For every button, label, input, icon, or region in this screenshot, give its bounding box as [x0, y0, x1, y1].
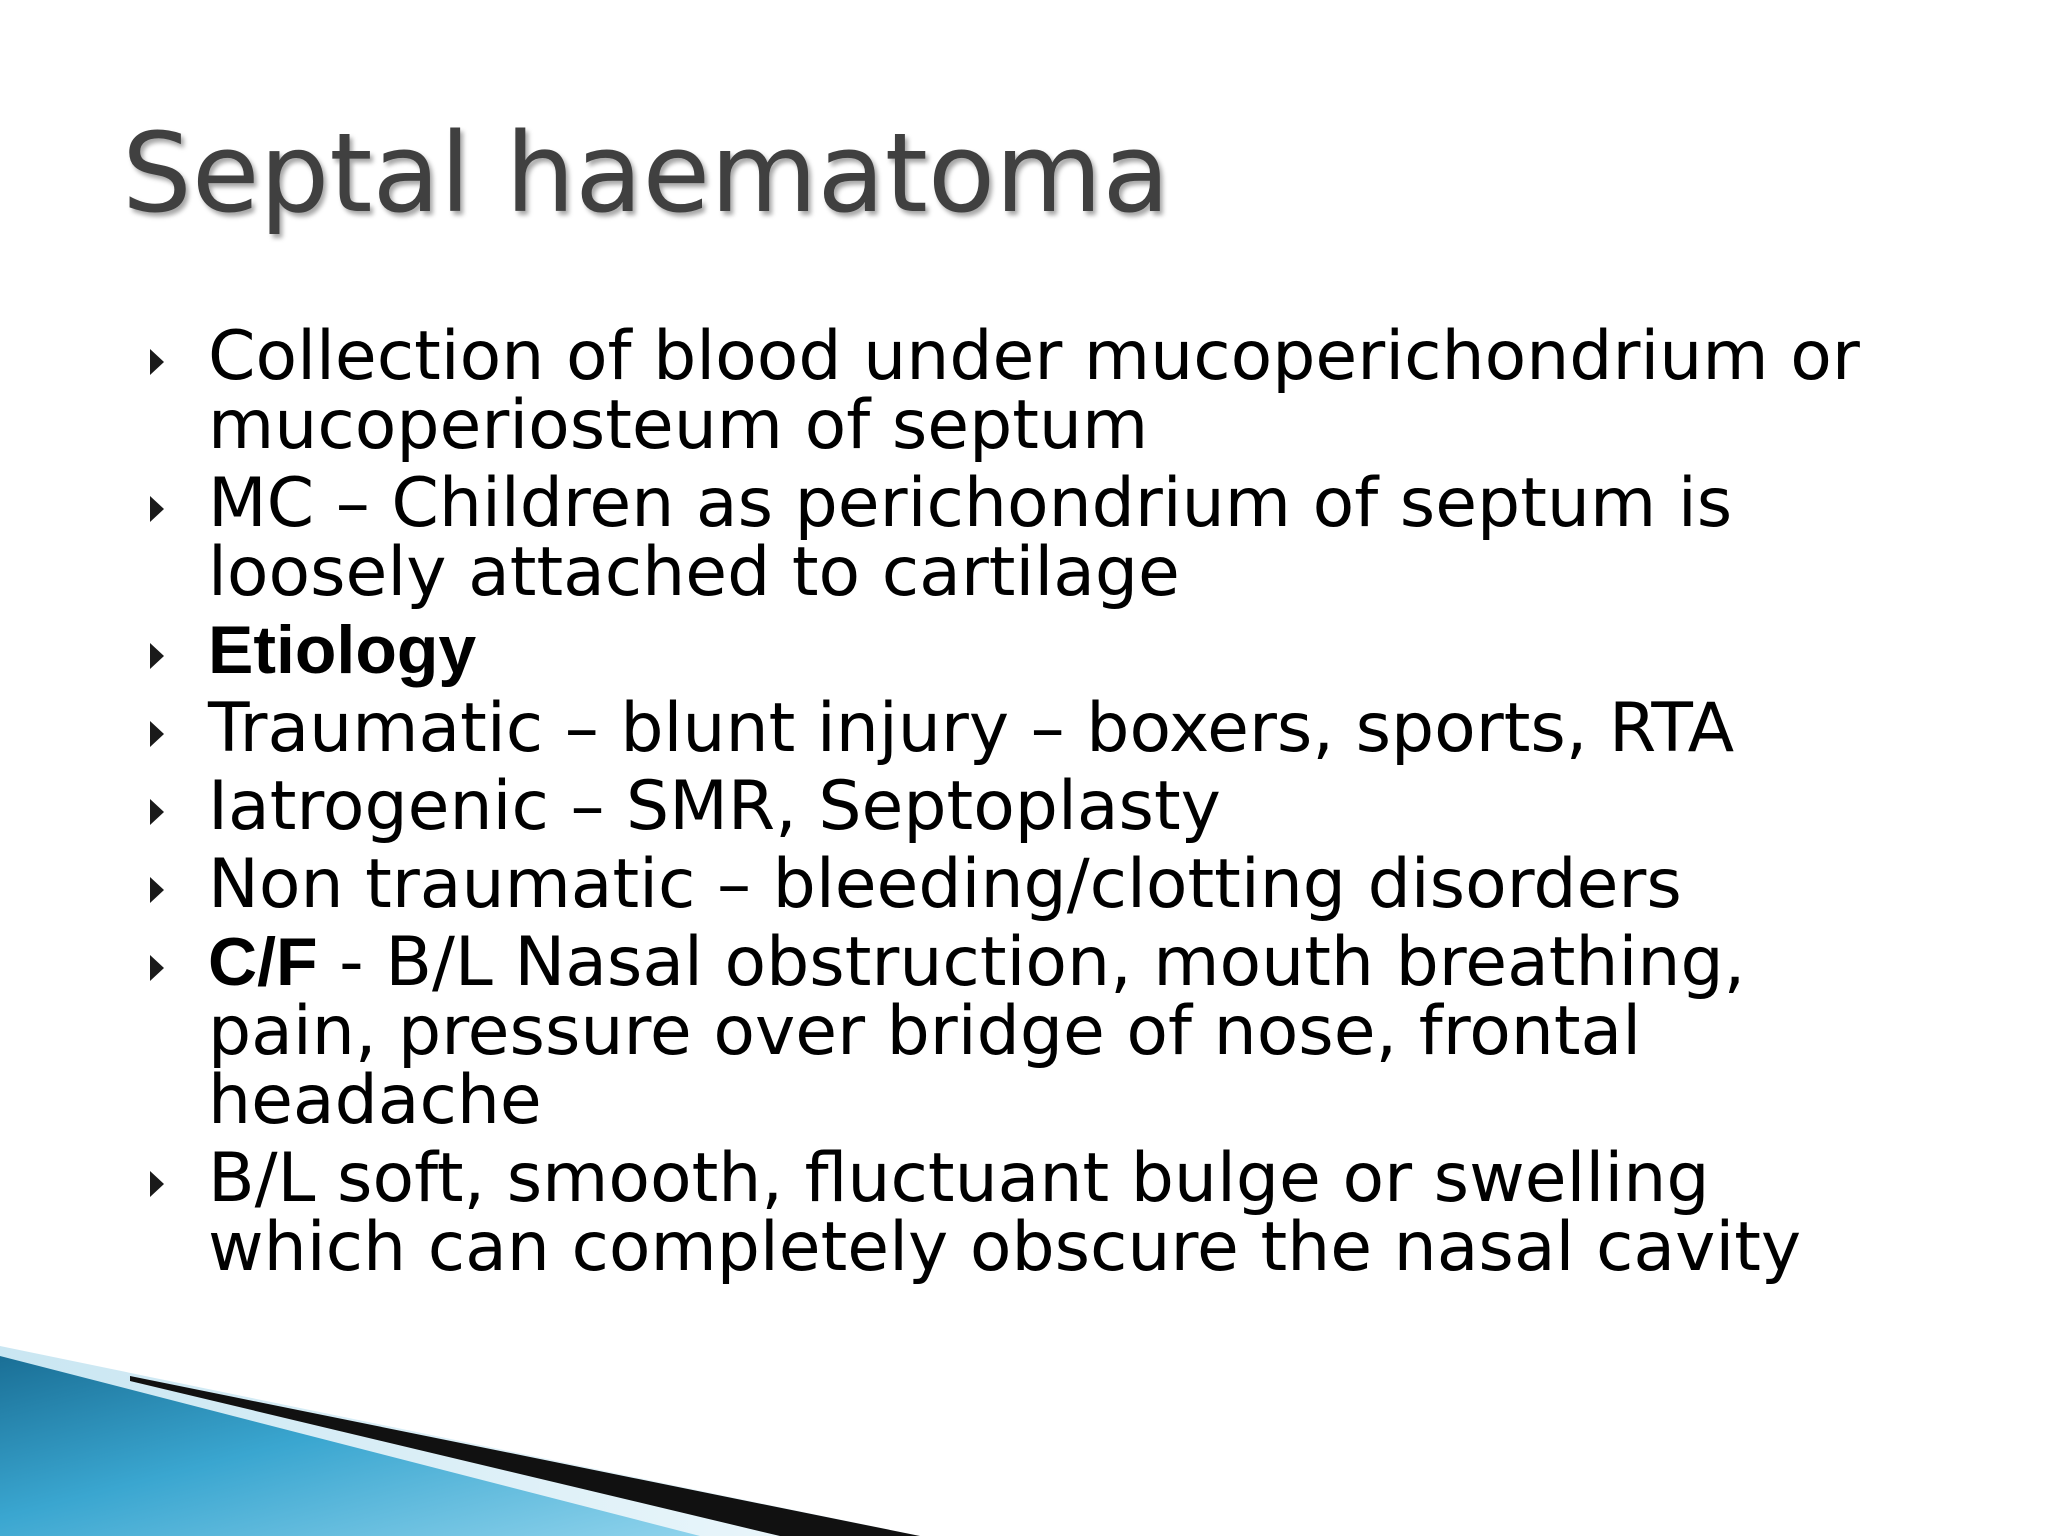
bullet-line: headache: [208, 1061, 542, 1140]
triangle-right-icon: [150, 496, 164, 522]
bullet-item: [147, 464, 2027, 612]
bullet-text: [208, 464, 1733, 612]
triangle-right-icon: [150, 349, 164, 375]
bullet-text: [208, 1139, 1802, 1287]
bullet-text: [208, 689, 1735, 768]
bullet-text: [208, 845, 1682, 924]
bullet-item: [147, 317, 2027, 465]
bullet-line: Collection of blood under mucoperichondrium or: [208, 317, 1860, 396]
bullet-line: pain, pressure over bridge of nose, frontal: [208, 992, 1642, 1071]
bullet-line: Iatrogenic – SMR, Septoplasty: [208, 767, 1221, 846]
bullet-item: [147, 689, 2027, 768]
triangle-right-icon: [150, 721, 164, 747]
corner-swoosh-decoration: [0, 1286, 920, 1536]
triangle-right-icon: [150, 877, 164, 903]
bullet-text: [208, 612, 477, 688]
bullet-text: [208, 923, 1746, 1140]
bullet-line: mucoperiosteum of septum: [208, 386, 1149, 465]
bullet-line: loosely attached to cartilage: [208, 533, 1180, 612]
triangle-right-icon: [150, 1171, 164, 1197]
bullet-item: [147, 845, 2027, 924]
bullet-item: [147, 612, 2027, 688]
triangle-right-icon: [150, 955, 164, 981]
bullet-lead: Etiology: [208, 612, 477, 688]
bullet-line: MC – Children as perichondrium of septum is: [208, 464, 1733, 543]
bullet-line: which can completely obscure the nasal cavity: [208, 1208, 1802, 1287]
bullet-line: - B/L Nasal obstruction, mouth breathing,: [317, 923, 1746, 1002]
triangle-right-icon: [150, 643, 164, 669]
bullet-line: B/L soft, smooth, fluctuant bulge or swelling: [208, 1139, 1710, 1218]
bullet-text: [208, 317, 1860, 465]
bullet-item: [147, 767, 2027, 846]
slide-title: Septal haematoma: [122, 109, 1170, 237]
bullet-item: [147, 1139, 2027, 1287]
bullet-text: [208, 767, 1221, 846]
bullet-line: Traumatic – blunt injury – boxers, sports, RTA: [208, 689, 1735, 768]
blue-swoosh: [0, 1356, 700, 1536]
triangle-right-icon: [150, 799, 164, 825]
bullet-lead: C/F: [208, 924, 318, 1000]
bullet-list: [147, 317, 2027, 1291]
bullet-line: Non traumatic – bleeding/clotting disorders: [208, 845, 1682, 924]
bullet-item: [147, 923, 2027, 1140]
